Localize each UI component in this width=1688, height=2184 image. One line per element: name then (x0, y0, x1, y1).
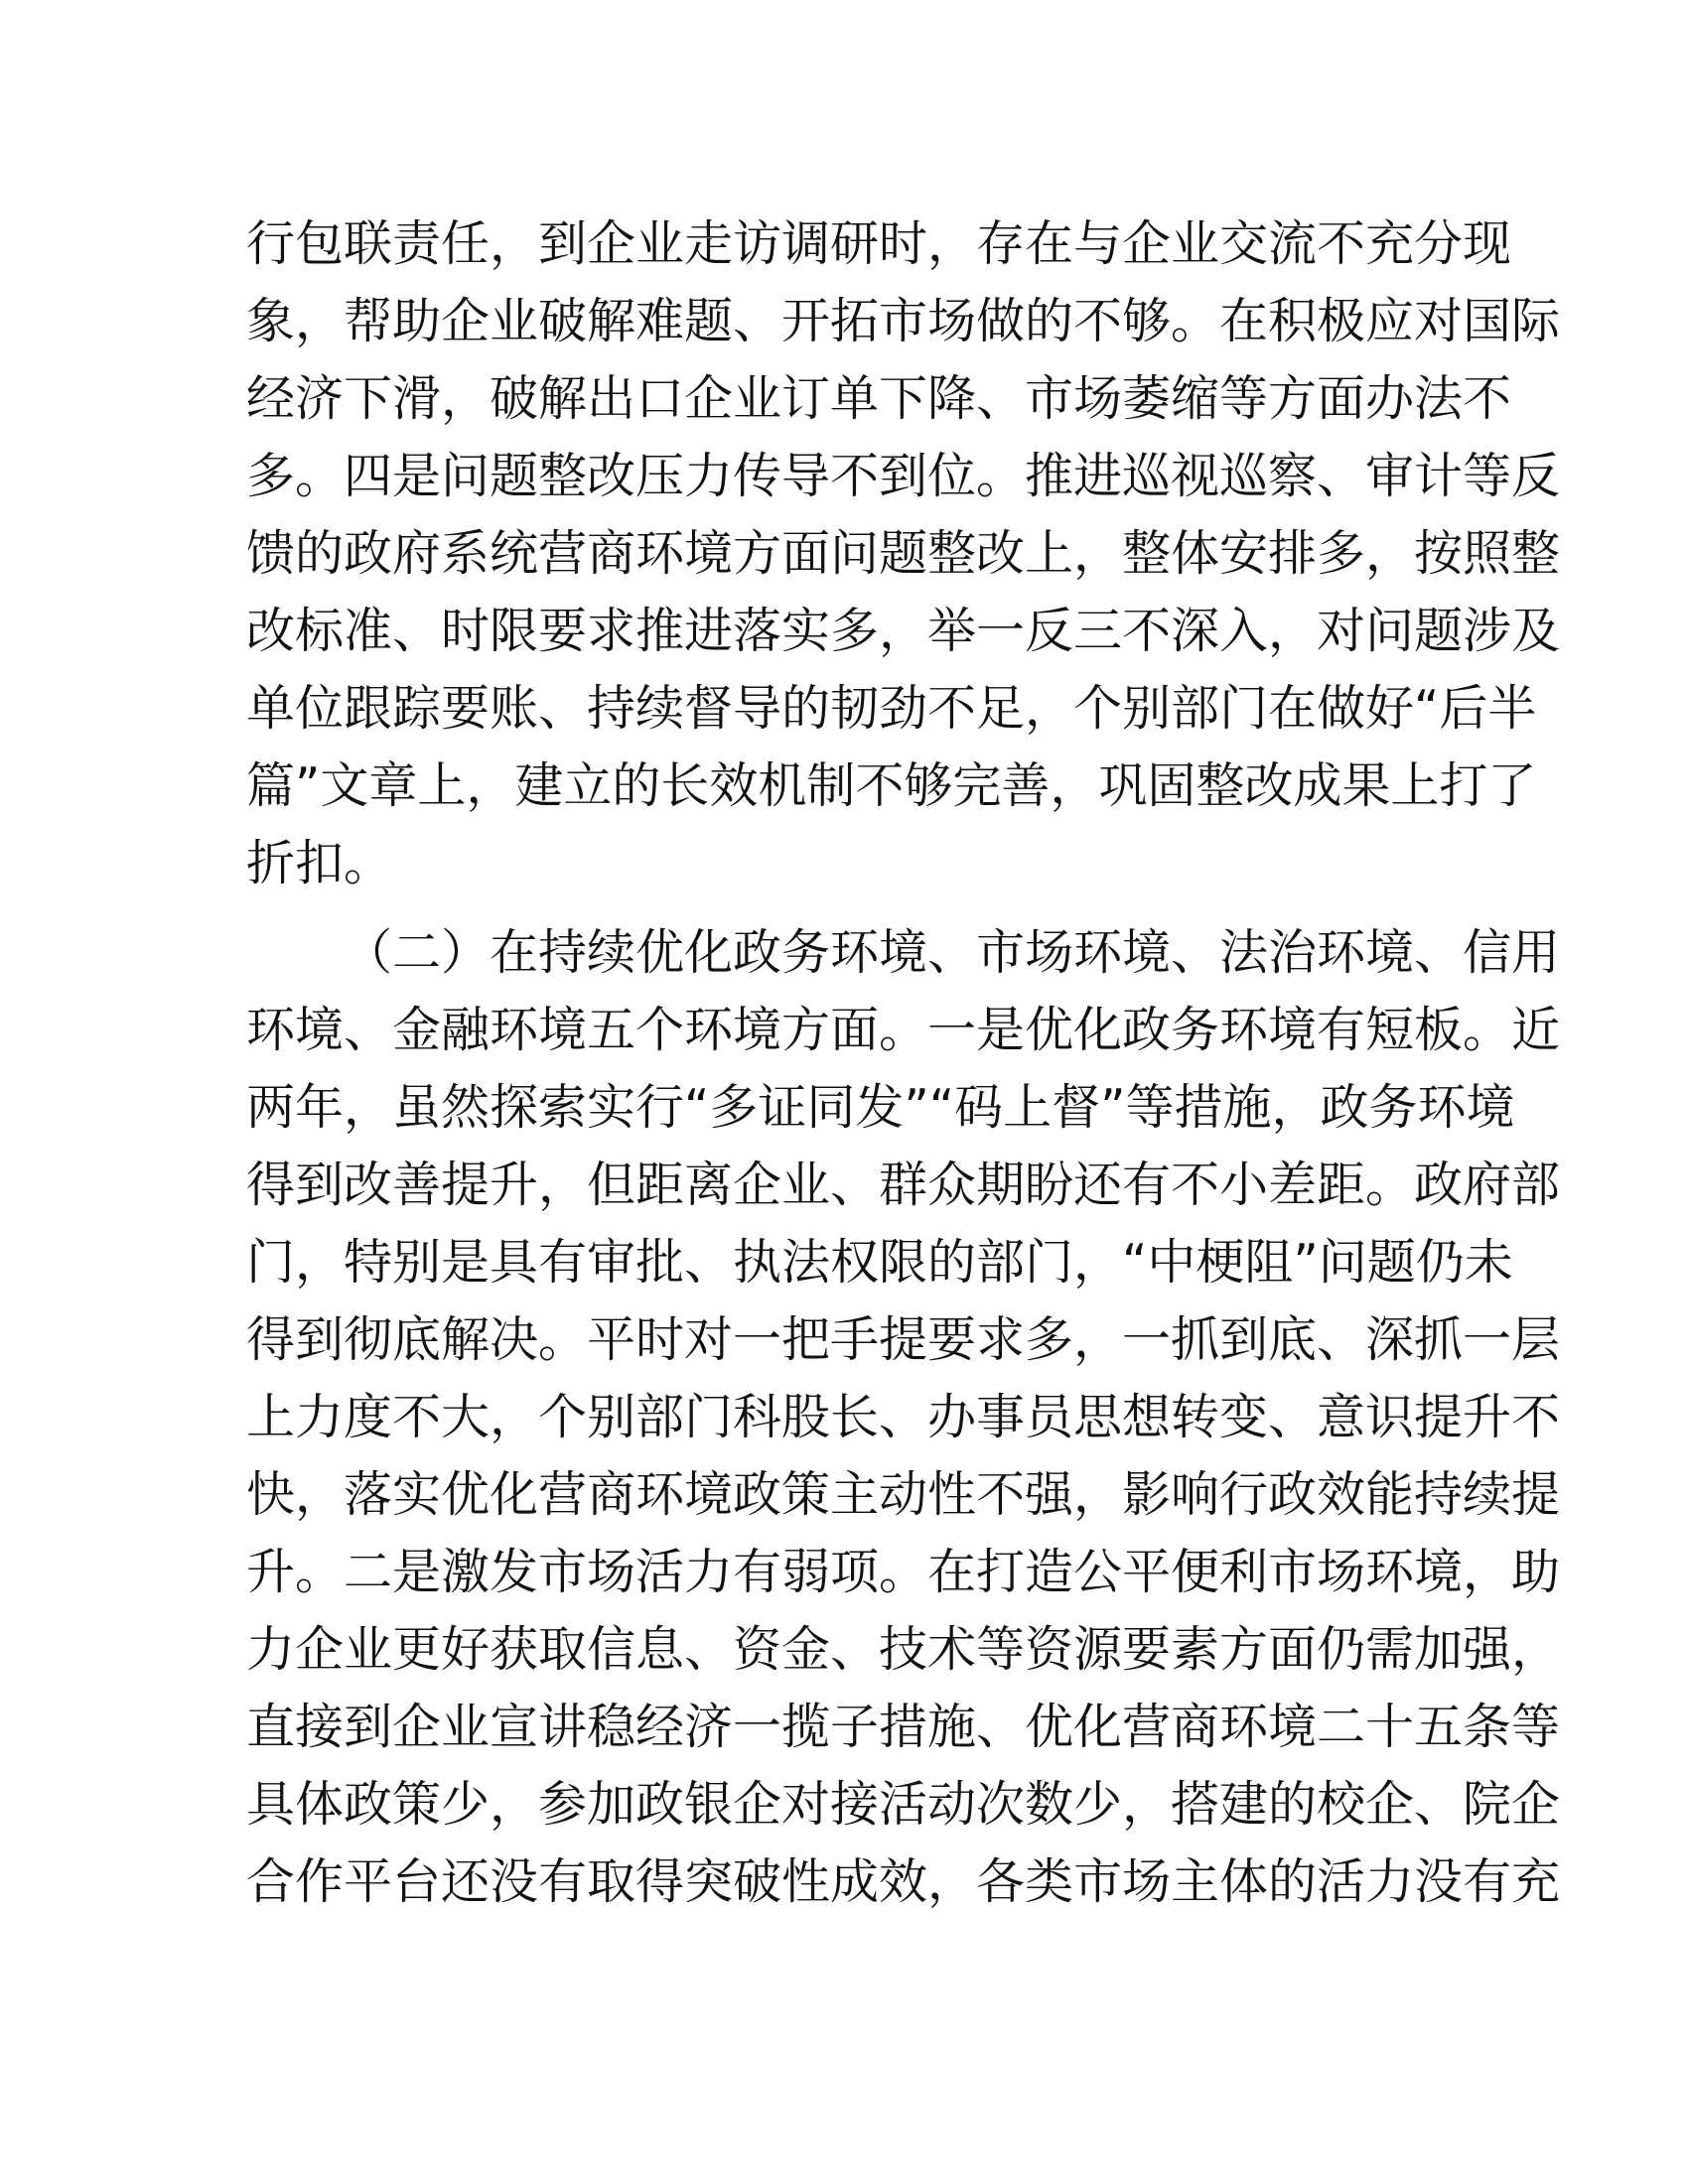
text-line: 门，特别是具有审批、执法权限的部门，“中梗阻”问题仍未 (246, 1234, 1513, 1291)
text-line: 多。四是问题整改压力传导不到位。推进巡视巡察、审计等反 (246, 448, 1561, 504)
text-line: 得到改善提升，但距离企业、群众期盼还有不小差距。政府部 (246, 1157, 1561, 1213)
text-line: 馈的政府系统营商环境方面问题整改上，整体安排多，按照整 (246, 525, 1561, 582)
text-line: 单位跟踪要账、持续督导的韧劲不足，个别部门在做好“后半 (246, 680, 1537, 737)
text-line: 改标准、时限要求推进落实多，举一反三不深入，对问题涉及 (246, 603, 1561, 659)
text-line: 环境、金融环境五个环境方面。一是优化政务环境有短板。近 (246, 1002, 1561, 1058)
text-line: 力企业更好获取信息、资金、技术等资源要素方面仍需加强， (246, 1621, 1561, 1678)
text-line: 象，帮助企业破解难题、开拓市场做的不够。在积极应对国际 (246, 293, 1561, 349)
text-line: 得到彻底解决。平时对一把手提要求多，一抓到底、深抓一层 (246, 1311, 1561, 1368)
text-line: 篇”文章上，建立的长效机制不够完善，巩固整改成果上打了 (246, 757, 1537, 814)
text-line: 升。二是激发市场活力有弱项。在打造公平便利市场环境，助 (246, 1544, 1561, 1600)
text-line: 合作平台还没有取得突破性成效，各类市场主体的活力没有充 (246, 1853, 1561, 1910)
text-line: 两年，虽然探索实行“多证同发”“码上督”等措施，政务环境 (246, 1079, 1515, 1136)
text-line: 快，落实优化营商环境政策主动性不强，影响行政效能持续提 (246, 1466, 1561, 1523)
text-line: 行包联责任，到企业走访调研时，存在与企业交流不充分现 (246, 215, 1512, 272)
text-line: 经济下滑，破解出口企业订单下降、市场萎缩等方面办法不 (246, 370, 1512, 427)
text-line: （二）在持续优化政务环境、市场环境、法治环境、信用 (344, 924, 1561, 981)
text-line: 上力度不大，个别部门科股长、办事员思想转变、意识提升不 (246, 1389, 1561, 1445)
text-line: 具体政策少，参加政银企对接活动次数少，搭建的校企、院企 (246, 1776, 1561, 1833)
text-line: 直接到企业宣讲稳经济一揽子措施、优化营商环境二十五条等 (246, 1699, 1561, 1755)
text-line: 折扣。 (246, 835, 393, 891)
